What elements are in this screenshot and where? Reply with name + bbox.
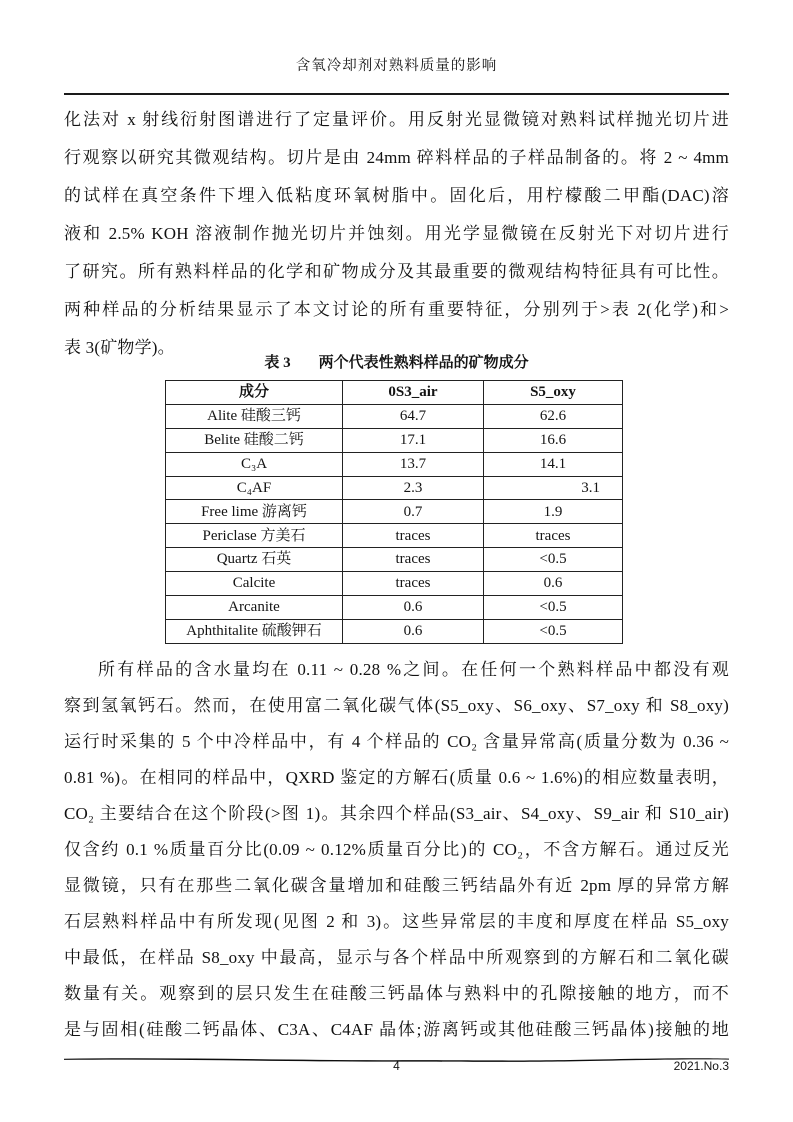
header-rule xyxy=(64,93,729,95)
table-row xyxy=(166,452,623,476)
table-caption xyxy=(64,351,729,372)
paragraph-line: 表 3(矿物学)。 xyxy=(64,338,175,357)
cell-component: Periclase 方美石 xyxy=(166,524,343,548)
column-header-s5-oxy: S5_oxy xyxy=(484,381,623,405)
cell-value: 2.3 xyxy=(343,476,484,500)
paragraph-line: 数量有关。观察到的层只发生在硅酸三钙晶体与熟料中的孔隙接触的地方，而不 xyxy=(64,984,729,1003)
cell-component: Aphthitalite 硫酸钾石 xyxy=(166,619,343,643)
cell-component: Arcanite xyxy=(166,596,343,620)
table-row xyxy=(166,524,623,548)
footer-issue-label: 2021.No.3 xyxy=(673,1059,729,1073)
cell-value: 62.6 xyxy=(484,404,623,428)
paragraph-line: 运行时采集的 5 个中冷样品中，有 4 个样品的 CO₂ 含量异常高(质量分数为 0.36 ~ xyxy=(64,732,729,751)
cell-component: Quartz 石英 xyxy=(166,548,343,572)
cell-component: C₄AF xyxy=(166,476,343,500)
table-row xyxy=(166,428,623,452)
cell-value: 17.1 xyxy=(343,428,484,452)
table-row xyxy=(166,596,623,620)
paragraph-line: 了研究。所有熟料样品的化学和矿物成分及其最重要的微观结构特征具有可比性。 xyxy=(64,262,729,281)
cell-value: 0.6 xyxy=(343,619,484,643)
paragraph-line: CO₂ 主要结合在这个阶段(>图 1)。其余四个样品(S3_air、S4_oxy、S9_air 和 S10_air) xyxy=(64,804,729,823)
table-row xyxy=(166,548,623,572)
cell-value: 14.1 xyxy=(484,452,623,476)
cell-value: <0.5 xyxy=(484,548,623,572)
paragraph-2 xyxy=(64,652,729,1048)
paragraph-line: 石层熟料样品中有所发现(见图 2 和 3)。这些异常层的丰度和厚度在样品 S5_oxy xyxy=(64,912,729,931)
cell-value: 0.7 xyxy=(343,500,484,524)
paragraph-line: 仅含约 0.1 %质量百分比(0.09 ~ 0.12%质量百分比)的 CO₂，不含方解石。通过反光 xyxy=(64,840,729,859)
paragraph-line: 两种样品的分析结果显示了本文讨论的所有重要特征，分别列于>表 2(化学)和> xyxy=(64,300,729,319)
paragraph-line: 所有样品的含水量均在 0.11 ~ 0.28 %之间。在任何一个熟料样品中都没有观 xyxy=(98,660,729,679)
paragraph-1 xyxy=(64,101,729,367)
paragraph-line: 显微镜，只有在那些二氧化碳含量增加和硅酸三钙结晶外有近 2pm 厚的异常方解 xyxy=(64,876,729,895)
paragraph-line: 液和 2.5% KOH 溶液制作抛光切片并蚀刻。用光学显微镜在反射光下对切片进行 xyxy=(64,224,729,243)
cell-value: <0.5 xyxy=(484,596,623,620)
paragraph-line: 是与固相(硅酸二钙晶体、C3A、C4AF 晶体;游离钙或其他硅酸三钙晶体)接触的地 xyxy=(64,1020,729,1039)
table-row xyxy=(166,572,623,596)
table-row xyxy=(166,404,623,428)
cell-value: 0.6 xyxy=(484,572,623,596)
cell-component: Belite 硅酸二钙 xyxy=(166,428,343,452)
paragraph-line: 化法对 x 射线衍射图谱进行了定量评价。用反射光显微镜对熟料试样抛光切片进 xyxy=(64,110,729,129)
paragraph-line: 0.81 %)。在相同的样品中，QXRD 鉴定的方解石(质量 0.6 ~ 1.6%)的相应数量表明， xyxy=(64,768,729,787)
cell-value: 0.6 xyxy=(343,596,484,620)
cell-component: Alite 硅酸三钙 xyxy=(166,404,343,428)
table-row xyxy=(166,619,623,643)
cell-value: 16.6 xyxy=(484,428,623,452)
cell-component: C₃A xyxy=(166,452,343,476)
cell-component: Free lime 游离钙 xyxy=(166,500,343,524)
cell-component: Calcite xyxy=(166,572,343,596)
paragraph-line: 察到氢氧钙石。然而，在使用富二氧化碳气体(S5_oxy、S6_oxy、S7_oxy 和 S8_oxy) xyxy=(64,696,729,715)
cell-value: 1.9 xyxy=(484,500,623,524)
running-header-title: 含氧冷却剂对熟料质量的影响 xyxy=(295,58,498,74)
cell-value: 13.7 xyxy=(343,452,484,476)
cell-value: <0.5 xyxy=(484,619,623,643)
cell-value: traces xyxy=(343,524,484,548)
paragraph-line: 行观察以研究其微观结构。切片是由 24mm 碎料样品的子样品制备的。将 2 ~ 4mm xyxy=(64,148,729,167)
footer-page-number: 4 xyxy=(393,1059,400,1073)
mineral-composition-table xyxy=(165,380,623,644)
paragraph-line: 的试样在真空条件下埋入低粘度环氧树脂中。固化后，用柠檬酸二甲酯(DAC)溶 xyxy=(64,186,729,205)
table-row xyxy=(166,476,623,500)
column-header-component: 成分 xyxy=(166,381,343,405)
cell-value: 64.7 xyxy=(343,404,484,428)
column-header-0s3-air: 0S3_air xyxy=(343,381,484,405)
cell-value: traces xyxy=(484,524,623,548)
cell-value: 3.1 xyxy=(484,476,623,500)
paragraph-line: 中最低，在样品 S8_oxy 中最高，显示与各个样品中所观察到的方解石和二氧化碳 xyxy=(64,948,729,967)
table-header-row xyxy=(166,381,623,405)
cell-value: traces xyxy=(343,548,484,572)
table-row xyxy=(166,500,623,524)
table-caption-title: 两个代表性熟料样品的矿物成分 xyxy=(318,355,529,371)
footer-rule xyxy=(64,1050,729,1057)
cell-value: traces xyxy=(343,572,484,596)
table-caption-label: 表 3 xyxy=(264,355,291,371)
